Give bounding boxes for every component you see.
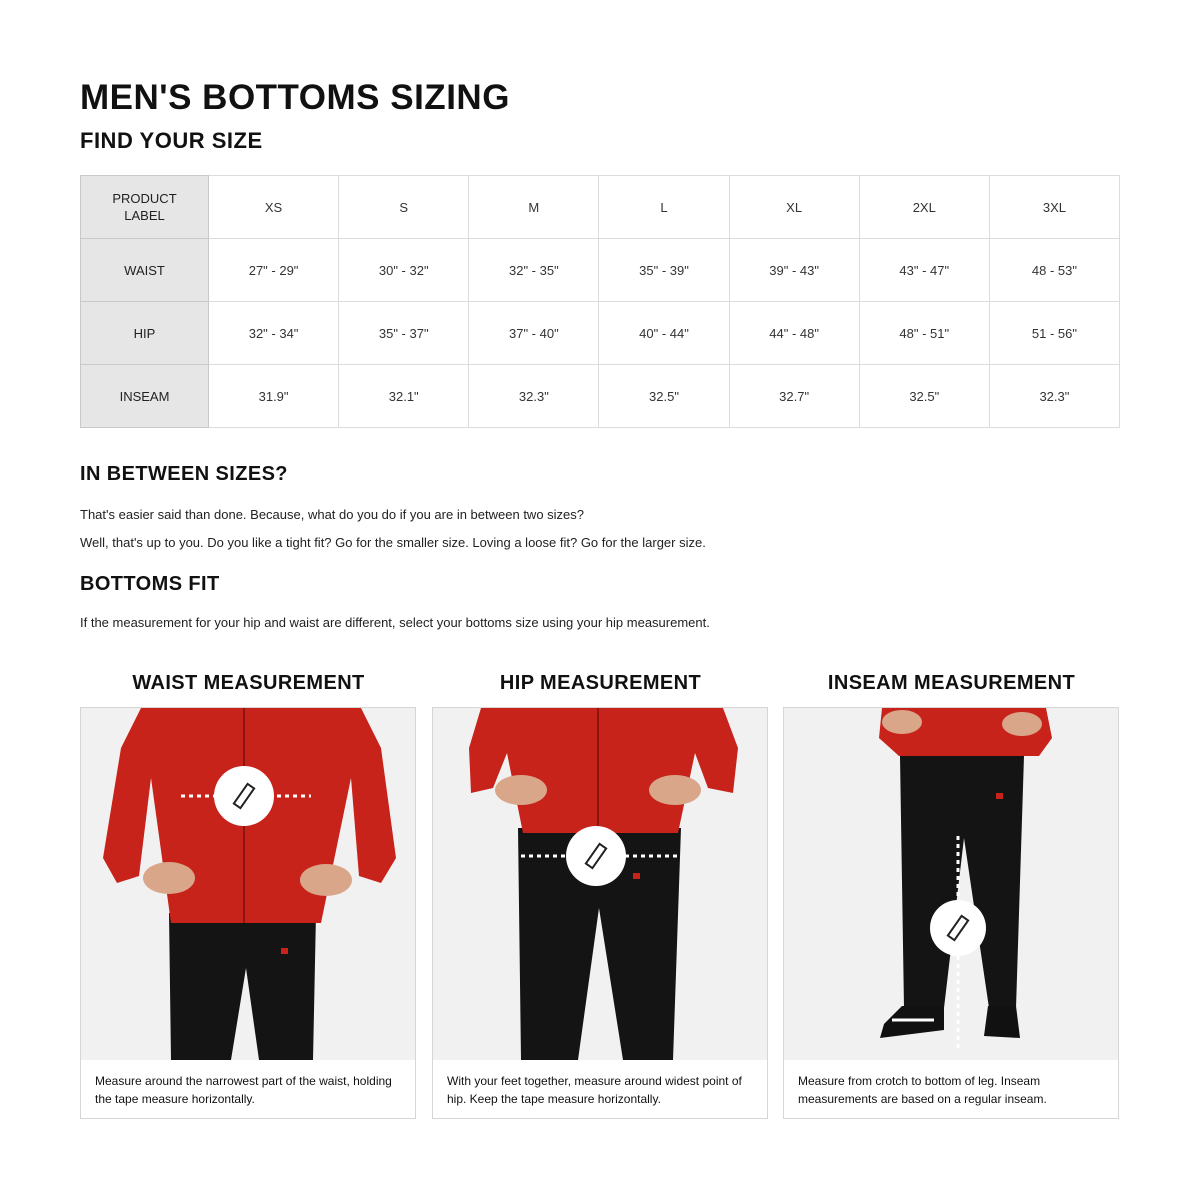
table-cell: 40" - 44" bbox=[599, 302, 729, 365]
waist-model-illustration bbox=[81, 708, 416, 1060]
bottoms-fit-text: If the measurement for your hip and waist are different, select your bottoms size using your hip measurement. bbox=[80, 615, 710, 630]
table-row bbox=[81, 302, 1120, 365]
bottoms-fit-heading: BOTTOMS FIT bbox=[80, 573, 220, 595]
size-column-header: L bbox=[599, 176, 729, 239]
inseam-measurement-title: INSEAM MEASUREMENT bbox=[827, 672, 1076, 694]
in-between-line-1: That's easier said than done. Because, what do you do if you are in between two sizes? bbox=[80, 507, 585, 522]
size-column-header: 3XL bbox=[989, 176, 1119, 239]
row-label-inseam: INSEAM bbox=[81, 365, 209, 428]
hip-measurement-panel bbox=[432, 707, 768, 1119]
table-cell: 51 - 56" bbox=[989, 302, 1119, 365]
in-between-heading: IN BETWEEN SIZES? bbox=[80, 463, 288, 485]
size-column-header: 2XL bbox=[859, 176, 989, 239]
size-table bbox=[80, 175, 1120, 428]
waist-measurement-caption: Measure around the narrowest part of the waist, holding the tape measure horizontally. bbox=[95, 1074, 392, 1106]
table-row bbox=[81, 239, 1120, 302]
waist-measurement-panel bbox=[80, 707, 416, 1119]
table-cell: 35" - 37" bbox=[339, 302, 469, 365]
table-cell: 44" - 48" bbox=[729, 302, 859, 365]
table-cell: 32.7" bbox=[729, 365, 859, 428]
size-column-header: M bbox=[469, 176, 599, 239]
table-cell: 48 - 53" bbox=[989, 239, 1119, 302]
page-title: MEN'S BOTTOMS SIZING bbox=[80, 78, 510, 117]
table-cell: 39" - 43" bbox=[729, 239, 859, 302]
table-cell: 32.5" bbox=[599, 365, 729, 428]
table-header-row bbox=[81, 176, 1120, 239]
row-label-hip: HIP bbox=[81, 302, 209, 365]
inseam-measurement-panel bbox=[783, 707, 1119, 1119]
table-cell: 32.3" bbox=[469, 365, 599, 428]
table-cell: 27" - 29" bbox=[209, 239, 339, 302]
table-cell: 32.5" bbox=[859, 365, 989, 428]
table-cell: 32.3" bbox=[989, 365, 1119, 428]
table-cell: 32" - 34" bbox=[209, 302, 339, 365]
page-subtitle: FIND YOUR SIZE bbox=[80, 128, 263, 153]
table-cell: 32" - 35" bbox=[469, 239, 599, 302]
inseam-model-illustration bbox=[784, 708, 1119, 1060]
in-between-line-2: Well, that's up to you. Do you like a tight fit? Go for the smaller size. Loving a loose fit? Go for the larger size. bbox=[80, 535, 706, 550]
size-column-header: XL bbox=[729, 176, 859, 239]
waist-measurement-title: WAIST MEASUREMENT bbox=[132, 672, 365, 694]
hip-model-illustration bbox=[433, 708, 768, 1060]
table-cell: 48" - 51" bbox=[859, 302, 989, 365]
row-label-waist: WAIST bbox=[81, 239, 209, 302]
table-cell: 30" - 32" bbox=[339, 239, 469, 302]
hip-measurement-caption: With your feet together, measure around widest point of hip. Keep the tape measure horizontally. bbox=[447, 1074, 742, 1106]
table-cell: 35" - 39" bbox=[599, 239, 729, 302]
table-row bbox=[81, 365, 1120, 428]
size-column-header: S bbox=[339, 176, 469, 239]
inseam-measurement-caption: Measure from crotch to bottom of leg. Inseam measurements are based on a regular inseam. bbox=[798, 1074, 1047, 1106]
hip-measurement-title: HIP MEASUREMENT bbox=[499, 672, 702, 694]
table-header-label: PRODUCT LABEL bbox=[81, 176, 209, 239]
size-column-header: XS bbox=[209, 176, 339, 239]
table-cell: 43" - 47" bbox=[859, 239, 989, 302]
table-cell: 37" - 40" bbox=[469, 302, 599, 365]
table-cell: 31.9" bbox=[209, 365, 339, 428]
table-cell: 32.1" bbox=[339, 365, 469, 428]
